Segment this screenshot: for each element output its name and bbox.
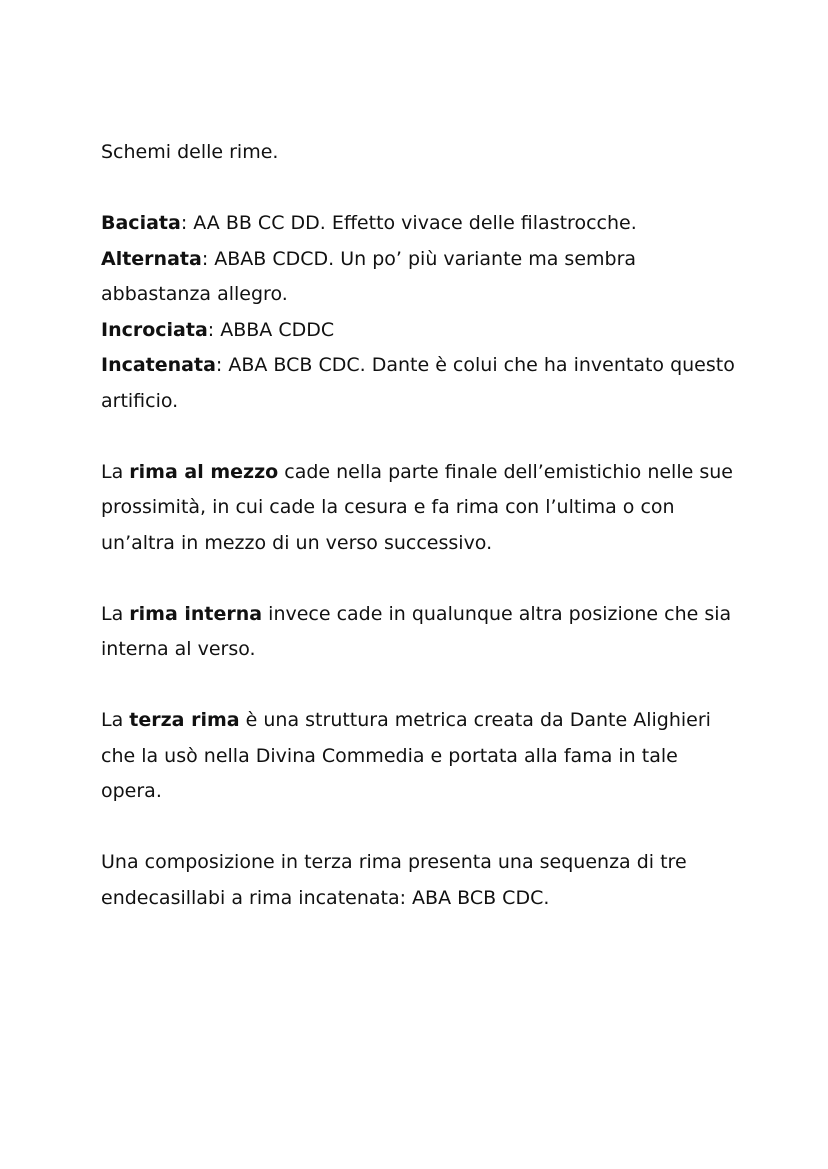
paragraph-rima-interna [101, 597, 741, 668]
spacer [101, 810, 741, 846]
scheme-term: Baciata [101, 212, 181, 234]
scheme-incrociata [101, 313, 741, 349]
scheme-term: Incrociata [101, 318, 208, 341]
scheme-text: : AA BB CC DD. Effetto vivace delle filastrocche. [180, 212, 637, 234]
scheme-text: : ABA BCB CDC. Dante è colui che ha inventato questo artificio. [101, 354, 735, 412]
document-body [101, 135, 741, 916]
scheme-text: : ABBA CDDC [207, 318, 335, 341]
paragraph-rima-al-mezzo [101, 455, 741, 562]
scheme-baciata [101, 206, 741, 242]
paragraph-text: è una struttura metrica creata da Dante Alighieri che la usò nella Divina Commedia e portata alla fama in tale opera. [101, 709, 711, 802]
paragraph-terza-rima [101, 703, 741, 810]
scheme-incatenata [101, 348, 741, 419]
paragraph-text: invece cade in qualunque altra posizione che sia interna al verso. [101, 602, 732, 660]
paragraph-term: rima al mezzo [129, 460, 279, 483]
spacer [101, 561, 741, 597]
scheme-alternata [101, 242, 741, 313]
spacer [101, 668, 741, 704]
spacer [101, 419, 741, 455]
document-title: Schemi delle rime. [101, 141, 279, 163]
paragraph-text: cade nella parte finale dell’emistichio nelle sue prossimità, in cui cade la cesura e fa rima con l’ultima o con un’altra in mezzo di un verso successivo. [101, 460, 733, 554]
paragraph-text: La [101, 460, 130, 483]
scheme-term: Incatenata [101, 354, 216, 376]
scheme-term: Alternata [101, 247, 202, 270]
paragraph-term: rima interna [129, 602, 263, 625]
paragraph-text: La [101, 602, 130, 625]
paragraph-term: terza rima [129, 709, 240, 731]
paragraph-composizione: Una composizione in terza rima presenta una sequenza di tre endecasillabi a rima incatenata: ABA BCB CDC. [101, 851, 687, 909]
spacer [101, 171, 741, 207]
paragraph-text: La [101, 709, 130, 731]
scheme-text: : ABAB CDCD. Un po’ più variante ma sembra abbastanza allegro. [101, 247, 637, 305]
